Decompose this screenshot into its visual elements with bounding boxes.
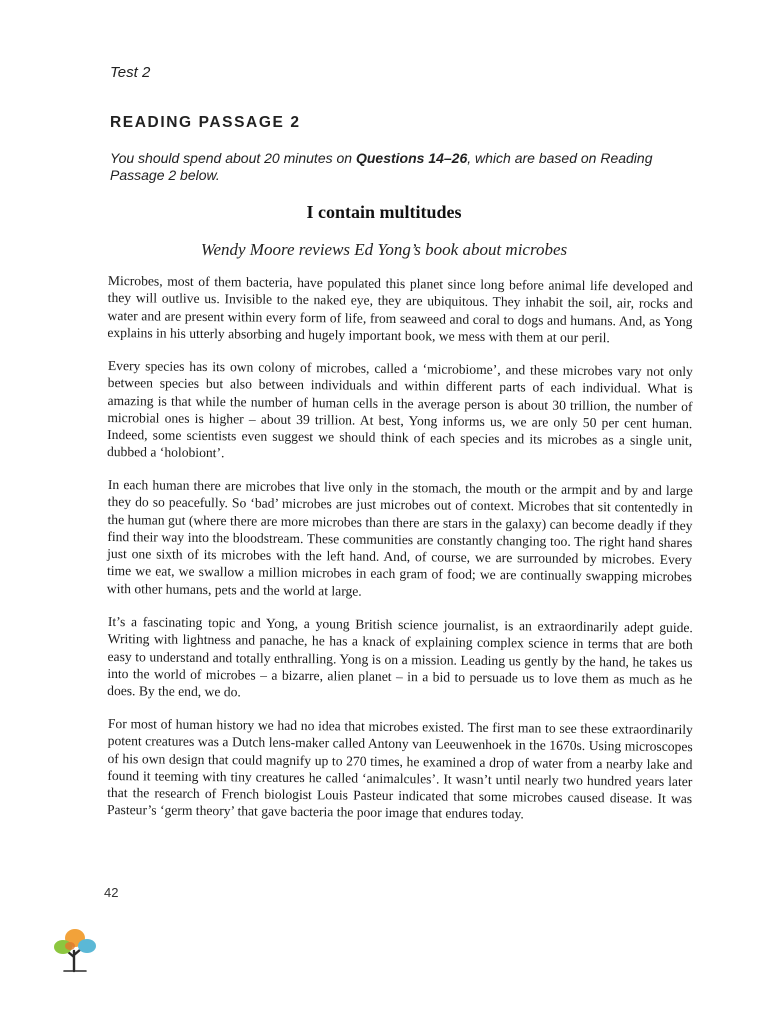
paragraph-5: For most of human history we had no idea that microbes existed. The first man to see these extraordinarily potent creatures was a Dutch lens-maker called Antony van Leeuwenhoek in the 1670s. Using microscopes of his own design that could magnify up to 270 times, he examined a drop of water from a nearby lake and found it teeming with tiny creatures he called ‘animalcules’. It wasn’t until nearly two hundred years later that the research of French biologist Louis Pasteur indicated that some microbes caused disease. It was Pasteur’s ‘germ theory’ that gave bacteria the poor image that endures today. [106,715,693,822]
tree-logo-icon [50,927,100,973]
instructions [110,150,700,184]
paragraph-2: Every species has its own colony of microbes, called a ‘microbiome’, and these microbes vary not only between species but also between individuals and within different parts of each individual. What is amazing is that while the number of human cells in the average person is about 30 trillion, the number of microbial ones is higher – about 39 trillion. At best, Yong informs us, we are only 50 per cent human. Indeed, some scientists even suggest we should think of each species and its microbes as a single unit, dubbed a ‘holobiont’. [106,357,693,461]
article-subtitle: Wendy Moore reviews Ed Yong’s book about microbes [200,240,568,259]
passage-heading: READING PASSAGE 2 [110,114,301,131]
instructions-text: You should spend about 20 minutes on [110,150,356,166]
page-number: 42 [104,885,119,900]
paragraph-3: In each human there are microbes that live only in the stomach, the mouth or the armpit and by and large they do so peacefully. So ‘bad’ microbes are just microbes out of context. Microbes that sit contentedly in the human gut (where there are more microbes than there are stars in the galaxy) can become deadly if they find their way into the bloodstream. These communities are constantly changing too. The right hand shares just one sixth of its microbes with the left hand. And, of course, we are surrounded by microbes. Every time we eat, we swallow a million microbes in each gram of food; we are continually swapping microbes with other humans, pets and the world at large. [106,476,693,599]
article-title: I contain multitudes [306,202,462,222]
paragraph-4: It’s a fascinating topic and Yong, a young British science journalist, is an extraordinarily adept guide. Writing with lightness and panache, he has a knack of explaining complex science in terms that are both easy to understand and totally enthralling. Yong is on a mission. Leading us gently by the hand, he takes us into the world of microbes – a bizarre, alien planet – in a bid to persuade us to love them as much as he does. By the end, we do. [107,613,693,700]
paragraph-1: Microbes, most of them bacteria, have populated this planet since long before animal life developed and they will outlive us. Invisible to the naked eye, they are ubiquitous. They inhabit the soil, air, rocks and water and are present within every form of life, from seaweed and coral to dogs and humans. And, as Yong explains in his utterly absorbing and hugely important book, we mess with them at our peril. [107,272,693,346]
instructions-questions: Questions 14–26 [355,150,468,166]
article-body [108,272,693,834]
instructions-text-end: , which are based on Reading Passage 2 below. [110,150,653,183]
test-label: Test 2 [110,64,151,81]
